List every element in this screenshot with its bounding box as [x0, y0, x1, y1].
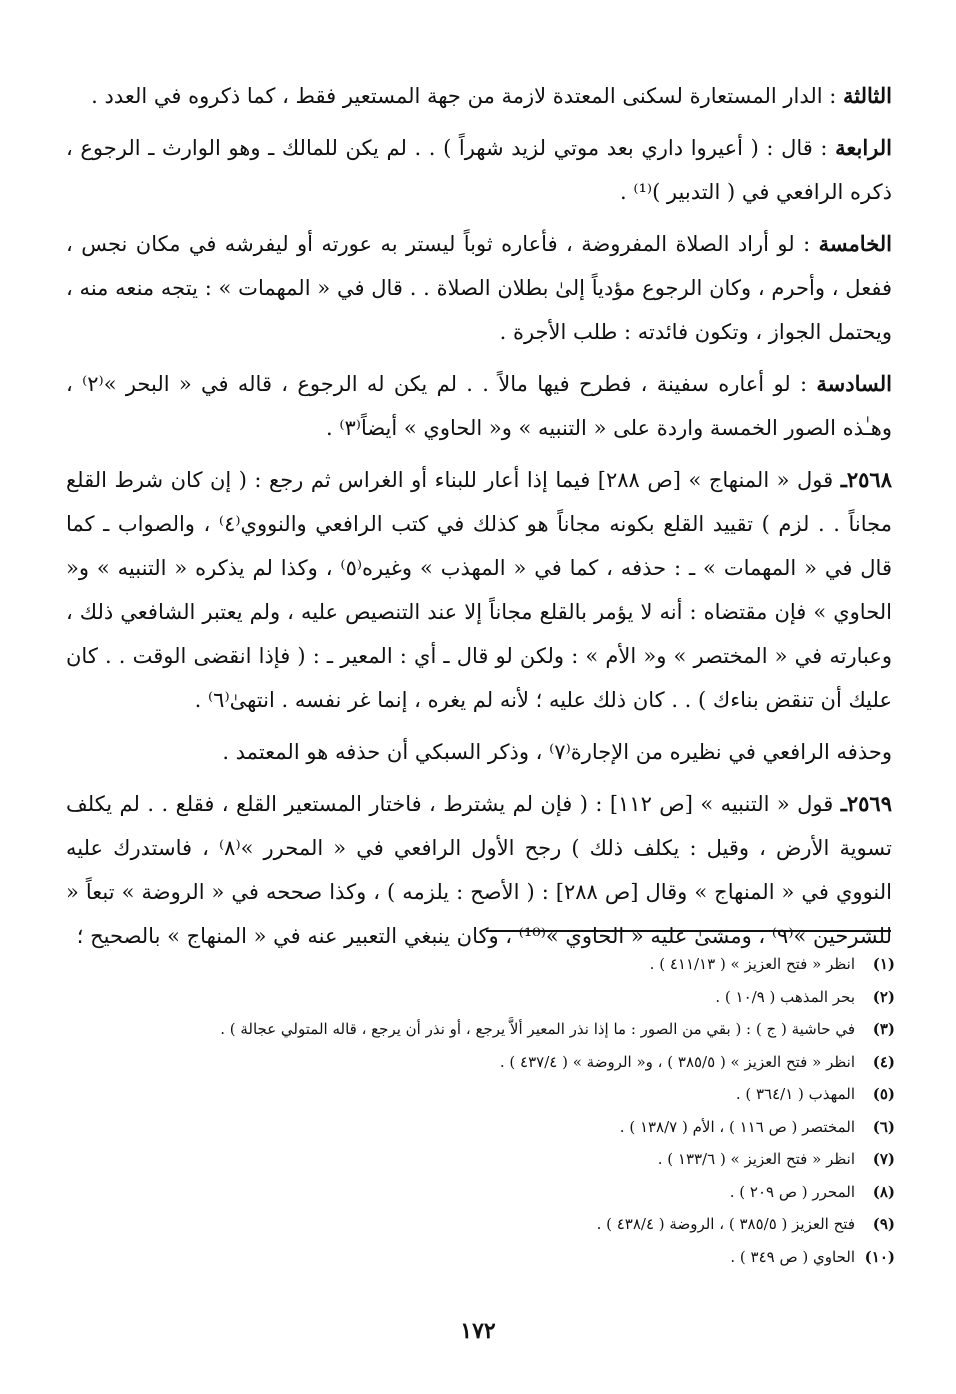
paragraph-text: وحذفه الرافعي في نظيره من الإجارة⁽٧⁾ ، وذكر السبكي أن حذفه هو المعتمد . — [222, 740, 892, 764]
paragraph-lead: ٢٥٦٩ـ — [840, 791, 892, 816]
footnote — [160, 1208, 895, 1241]
footnote-number: (٩) — [872, 1215, 895, 1233]
footnote-number: (١) — [872, 955, 895, 973]
footnote — [160, 1078, 895, 1111]
paragraph-lead: ٢٥٦٨ـ — [840, 467, 892, 492]
footnote — [160, 1241, 895, 1274]
footnote-number: (٢) — [872, 987, 895, 1006]
paragraph-text: : الدار المستعارة لسكنى المعتدة لازمة من جهة المستعير فقط ، كما ذكروه في العدد . — [91, 84, 844, 108]
footnote-text: انظر « فتح العزيز » ( ١٣٣/٦ ) . — [657, 1150, 855, 1168]
paragraph-fourth — [66, 126, 892, 214]
footnote — [160, 948, 895, 981]
footnote-number: (٦) — [872, 1117, 895, 1136]
paragraph-third — [66, 74, 892, 118]
footnote — [160, 1143, 895, 1176]
paragraph-sixth — [66, 362, 892, 450]
paragraph-continuation — [66, 730, 892, 774]
footnote-text: فتح العزيز ( ٣٨٥/٥ ) ، الروضة ( ٤٣٨/٤ ) . — [596, 1215, 855, 1233]
paragraph-text: : لو أراد الصلاة المفروضة ، فأعاره ثوباً ليستر به عورته أو ليفرشه في مكان نجس ، ففعل ، وأحرم ، وكان الرجوع مؤدياً إلىٰ بطلان الصلاة . . قال في « المهمات » : يتجه منعه منه ، ويحتمل الجواز ، وتكون فائدته : طلب الأجرة . — [66, 232, 892, 344]
footnote-number: (٥) — [872, 1085, 895, 1103]
paragraph-lead: الثالثة — [843, 83, 892, 108]
footnote — [160, 1046, 895, 1079]
footnote-text: المحرر ( ص ٢٠٩ ) . — [729, 1182, 855, 1201]
footnote-number: (٨) — [872, 1182, 895, 1201]
footnote — [160, 1013, 895, 1046]
footnote-number: (١٠) — [864, 1247, 895, 1266]
footnote-divider — [486, 930, 891, 932]
paragraph-lead: السادسة — [816, 371, 892, 396]
paragraph-2568 — [66, 458, 892, 722]
footnote-text: انظر « فتح العزيز » ( ٤١١/١٣ ) . — [649, 955, 855, 973]
page-number: ١٧٢ — [460, 1318, 496, 1344]
paragraph-text: : لو أعاره سفينة ، فطرح فيها مالاً . . لم يكن له الرجوع ، قاله في « البحر »⁽٢⁾ ، وهـٰذه الصور الخمسة واردة على « التنبيه » و« الحاوي » أيضاً⁽٣⁾ . — [66, 372, 892, 440]
paragraph-text: : قال : ( أعيروا داري بعد موتي لزيد شهراً ) . . لم يكن للمالك ـ وهو الوارث ـ الرجوع ، ذكره الرافعي في ( التدبير )⁽¹⁾ . — [66, 136, 892, 204]
paragraph-text: قول « التنبيه » [ص ١١٢] : ( فإن لم يشترط ، فاختار المستعير القلع ، فقلع . . لم يكلف تسوية الأرض ، وقيل : يكلف ذلك ) رجح الأول الرافعي في « المحرر »⁽٨⁾ ، فاستدرك عليه النووي في « المنهاج » وقال [ص ٢٨٨] : ( الأصح : يلزمه ) ، وكذا صححه في « الروضة » تبعاً « للشرحين »⁽٩⁾ ، ومشىٰ عليه « الحاوي »⁽¹⁰⁾ ، وكان ينبغي التعبير عنه في « المنهاج » بالصحيح ؛ — [66, 792, 892, 948]
footnote-number: (٤) — [872, 1052, 895, 1071]
footnote-text: انظر « فتح العزيز » ( ٣٨٥/٥ ) ، و« الروضة » ( ٤٣٧/٤ ) . — [499, 1052, 855, 1071]
paragraph-text: قول « المنهاج » [ص ٢٨٨] فيما إذا أعار للبناء أو الغراس ثم رجع : ( إن كان شرط القلع مجاناً . . لزم ) تقييد القلع بكونه مجاناً هو كذلك في كتب الرافعي والنووي⁽٤⁾ ، والصواب ـ كما قال في « المهمات » ـ : حذفه ، كما في « المهذب » وغيره⁽٥⁾ ، وكذا لم يذكره « التنبيه » و« الحاوي » فإن مقتضاه : أنه لا يؤمر بالقلع مجاناً إلا عند التنصيص عليه ، ولم يعتبر الشافعي ذلك ، وعبارته في « المختصر » و« الأم » : ولكن لو قال ـ أي : المعير ـ : ( فإذا انقضى الوقت . . كان عليك أن تنقض بناءك ) . . كان ذلك عليه ؛ لأنه لم يغره ، إنما غر نفسه . انتهىٰ⁽٦⁾ . — [66, 468, 892, 712]
footnote-number: (٧) — [872, 1150, 895, 1168]
footnote — [160, 1176, 895, 1209]
paragraph-fifth — [66, 222, 892, 354]
footnote-number: (٣) — [872, 1020, 895, 1038]
footnote — [160, 981, 895, 1014]
footnote-text: الحاوي ( ص ٣٤٩ ) . — [730, 1247, 855, 1266]
footnote-text: المختصر ( ص ١١٦ ) ، الأم ( ١٣٨/٧ ) . — [619, 1117, 855, 1136]
main-text — [66, 74, 892, 966]
footnote-text: في حاشية ( ج ) : ( بقي من الصور : ما إذا نذر المعير ألاَّ يرجع ، أو نذر أن يرجع ، قاله المتولي عجالة ) . — [220, 1020, 855, 1038]
footnotes — [160, 948, 895, 1273]
footnote-text: المهذب ( ٣٦٤/١ ) . — [735, 1085, 855, 1103]
footnote-text: بحر المذهب ( ١٠/٩ ) . — [715, 987, 855, 1006]
paragraph-lead: الرابعة — [835, 135, 892, 160]
paragraph-lead: الخامسة — [818, 231, 892, 256]
footnote — [160, 1111, 895, 1144]
